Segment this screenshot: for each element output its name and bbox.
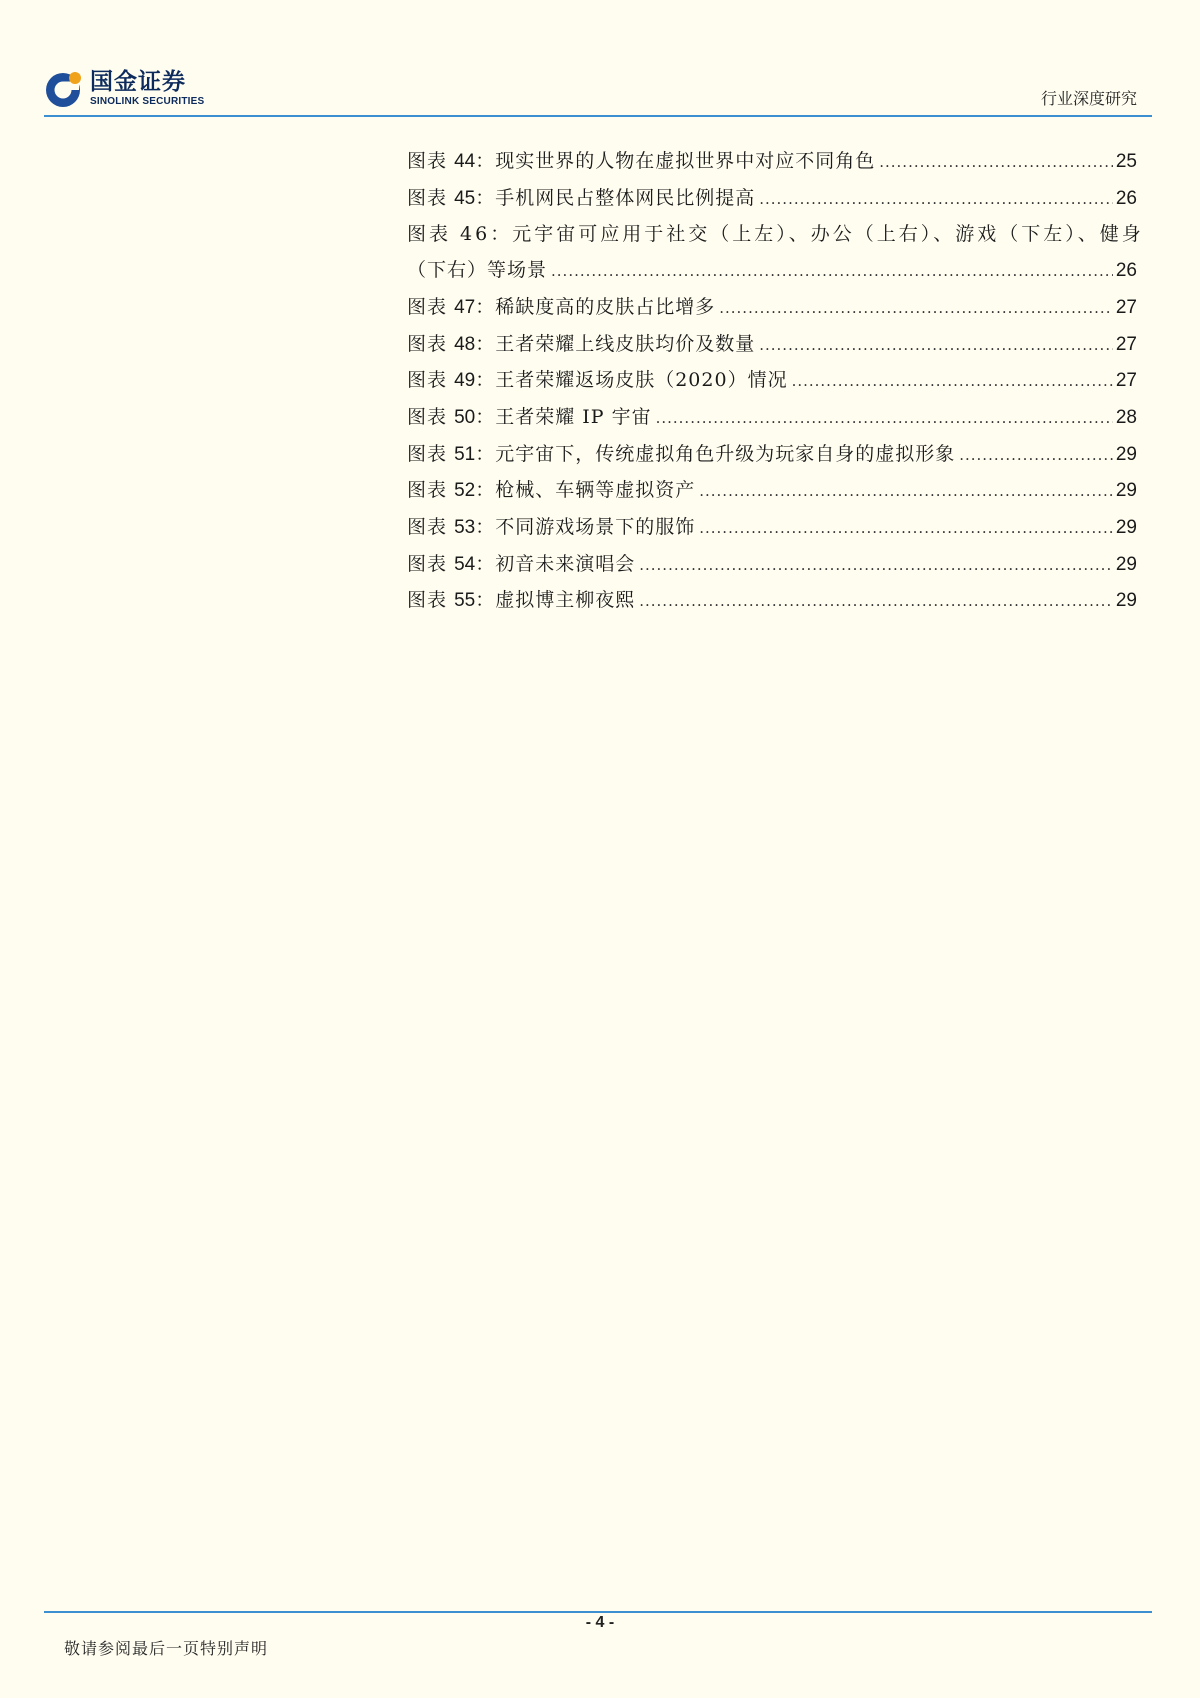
figure-number: 55: [454, 590, 476, 612]
dot-leader: [792, 364, 1113, 400]
figure-number: 52: [454, 480, 476, 502]
figure-title: 王者荣耀上线皮肤均价及数量: [495, 332, 756, 355]
toc-item[interactable]: 图表 55：虚拟博主柳夜熙 ..... 29: [407, 583, 1137, 620]
figure-toc: [407, 144, 1144, 620]
figure-title: 枪械、车辆等虚拟资产: [495, 479, 696, 502]
figure-number: 44: [454, 151, 476, 172]
figure-title: 稀缺度高的皮肤占比增多: [495, 295, 716, 318]
page-ref: 25: [1115, 151, 1137, 172]
page-ref: 27: [1115, 296, 1137, 318]
page-ref: 27: [1115, 370, 1137, 392]
sinolink-logo-icon: [44, 69, 84, 109]
figure-title: 王者荣耀返场皮肤（2020）情况: [495, 369, 788, 392]
brand-name-en: SINOLINK SECURITIES: [90, 96, 205, 107]
page-header: [0, 0, 1200, 118]
figure-number: 45: [454, 187, 476, 209]
toc-item[interactable]: 图表 48：王者荣耀上线皮肤均价及数量 ..... 27: [407, 327, 1137, 364]
figure-title: 元宇宙下，传统虚拟角色升级为玩家自身的虚拟形象: [495, 442, 956, 465]
dot-leader: [959, 438, 1113, 474]
figure-title: 手机网民占整体网民比例提高: [495, 186, 756, 209]
toc-item[interactable]: 图表 47：稀缺度高的皮肤占比增多 ..... 27: [407, 290, 1137, 327]
figure-number: 51: [454, 443, 476, 465]
dot-leader: [656, 401, 1113, 437]
disclaimer-note: 敬请参阅最后一页特别声明: [64, 1639, 269, 1658]
figure-title-line2: （下右）等场景: [407, 259, 548, 282]
figure-title: 王者荣耀 IP 宇宙: [495, 405, 652, 428]
dot-leader: [879, 145, 1113, 181]
toc-item[interactable]: 图表 52：枪械、车辆等虚拟资产 ..... 29: [407, 473, 1137, 510]
figure-title: 不同游戏场景下的服饰: [495, 516, 696, 539]
toc-item[interactable]: 图表 45：手机网民占整体网民比例提高 ..... 26: [407, 181, 1137, 218]
figure-title: 现实世界的人物在虚拟世界中对应不同角色: [495, 150, 876, 172]
sinolink-logo: [44, 67, 220, 111]
figure-title: 虚拟博主柳夜熙: [495, 589, 636, 612]
page-ref: 26: [1115, 260, 1137, 282]
toc-item[interactable]: 图表 49：王者荣耀返场皮肤（2020）情况 ..... 27: [407, 363, 1137, 400]
figure-number: 54: [454, 553, 476, 575]
figure-title-line1: 图表 46：元宇宙可应用于社交（上左）、办公（上右）、游戏（下左）、健身: [407, 223, 1144, 246]
figure-title: 初音未来演唱会: [495, 552, 636, 575]
footer-divider: [44, 1611, 1152, 1613]
toc-item[interactable]: 图表 50：王者荣耀 IP 宇宙 ..... 28: [407, 400, 1137, 437]
toc-item[interactable]: [407, 217, 1144, 289]
toc-item[interactable]: 图表 51：元宇宙下，传统虚拟角色升级为玩家自身的虚拟形象 ..... 29: [407, 437, 1137, 474]
page-ref: 26: [1115, 187, 1137, 209]
page-ref: 29: [1115, 480, 1137, 502]
page-ref: 29: [1115, 443, 1137, 465]
toc-item[interactable]: 图表 53：不同游戏场景下的服饰 ..... 29: [407, 510, 1137, 547]
page-number: - 4 -: [585, 1614, 615, 1631]
header-divider: [44, 115, 1152, 117]
brand-name-cn: 国金证券: [90, 69, 186, 95]
page-ref: 29: [1115, 590, 1137, 612]
page-ref: 28: [1115, 406, 1137, 428]
dot-leader: [639, 584, 1113, 620]
dot-leader: [699, 511, 1113, 547]
toc-item[interactable]: 图表 54：初音未来演唱会 ..... 29: [407, 547, 1137, 584]
toc-item[interactable]: 图表 44：现实世界的人物在虚拟世界中对应不同角色 ..... 25: [407, 144, 1137, 181]
page-ref: 29: [1115, 553, 1137, 575]
dot-leader: [551, 254, 1113, 290]
page-ref: 29: [1115, 517, 1137, 539]
figure-number: 47: [454, 296, 476, 318]
report-type: 行业深度研究: [1040, 89, 1137, 108]
figure-number: 53: [454, 517, 476, 539]
figure-number: 49: [454, 370, 476, 392]
dot-leader: [719, 291, 1113, 327]
figure-number: 48: [454, 333, 476, 355]
dot-leader: [699, 474, 1113, 510]
dot-leader: [759, 182, 1113, 218]
dot-leader: [759, 328, 1113, 364]
figure-number: 50: [454, 406, 476, 428]
page-ref: 27: [1115, 333, 1137, 355]
dot-leader: [639, 548, 1113, 584]
